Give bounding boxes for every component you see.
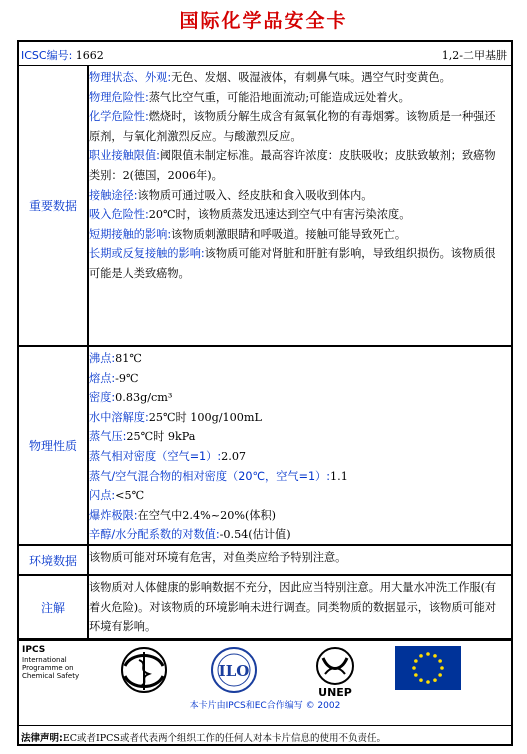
entry: 水中溶解度:25℃时 100g/100mL (89, 410, 262, 424)
important-data-section (19, 66, 511, 347)
legal-notice: 法律声明:EC或者IPCS或者代表两个组织工作的任何人对本卡片信息的使用不负责任。 (21, 733, 386, 744)
entry: 吸入危险性:20℃时，该物质蒸发迅速达到空气中有害污染浓度。 (89, 208, 411, 222)
safety-card (17, 40, 513, 746)
entry: 蒸气压:25℃时 9kPa (89, 430, 196, 444)
eu-star-icon (412, 666, 416, 670)
logos-row (19, 640, 511, 726)
eu-flag-icon (395, 646, 461, 690)
unep-logo-icon (309, 646, 361, 700)
entry: 密度:0.83g/cm³ (89, 391, 173, 405)
physical-properties-section (19, 347, 511, 546)
entry: 化学危险性:燃烧时，该物质分解生成含有氮氧化物的有毒烟雾。该物质是一种强还原剂，与氧化剂激烈反应。与酸激烈反应。 (89, 110, 496, 143)
eu-star-icon (438, 673, 442, 677)
important-data-body (89, 68, 505, 284)
entry: 爆炸极限:在空气中2.4%~20%(体积) (89, 508, 277, 522)
card-header (19, 42, 511, 66)
environment-body: 该物质可能对环境有危害，对鱼类应给予特别注意。 (89, 551, 347, 564)
section-label: 注解 (19, 576, 89, 638)
eu-star-icon (414, 659, 418, 663)
entry: 物理危险性:蒸气比空气重，可能沿地面流动;可能造成远处着火。 (89, 90, 410, 104)
entry: 蒸气相对密度（空气=1）:2.07 (89, 449, 247, 463)
eu-star-icon (426, 652, 430, 656)
credit-line: 本卡片由IPCS和EC合作编写 © 2002 (189, 701, 341, 711)
icsc-number: ICSC编号: 1662 (21, 49, 104, 62)
chemical-name: 1,2-二甲基肼 (441, 49, 507, 62)
eu-star-icon (433, 654, 437, 658)
page-title: 国际化学品安全卡 (179, 10, 348, 32)
entry: 熔点:-9℃ (89, 371, 139, 385)
svg-text:UNEP: UNEP (318, 686, 352, 699)
eu-star-icon (419, 678, 423, 682)
entry: 短期接触的影响:该物质刺激眼睛和呼吸道。接触可能导致死亡。 (89, 227, 407, 241)
eu-star-icon (426, 680, 430, 684)
eu-star-icon (433, 678, 437, 682)
eu-star-icon (440, 666, 444, 670)
eu-star-icon (438, 659, 442, 663)
environment-section (19, 546, 511, 576)
ipcs-block: IPCS International Programme on Chemical Safety (22, 645, 80, 680)
entry: 蒸气/空气混合物的相对密度（20℃，空气=1）:1.1 (89, 469, 348, 483)
notes-body: 该物质对人体健康的影响数据不充分，因此应当特别注意。用大量水冲洗工作服(有着火危险)。对该物质的环境影响未进行调查。同类物质的数据显示，该物质可能对环境有影响。 (89, 581, 497, 634)
entry: 闪点:<5℃ (89, 489, 145, 503)
who-logo-icon (117, 646, 171, 696)
section-label: 重要数据 (19, 66, 89, 345)
entry: 职业接触限值:阈限值未制定标准。最高容许浓度：皮肤吸收；皮肤致敏剂；致癌物类别：2(德国，2006年)。 (89, 149, 496, 182)
entry: 接触途径:该物质可通过吸入、经皮肤和食入吸收到体内。 (89, 188, 373, 202)
entry: 辛醇/水分配系数的对数值:-0.54(估计值) (89, 528, 291, 542)
section-label: 环境数据 (19, 546, 89, 574)
eu-star-icon (419, 654, 423, 658)
ilo-logo-icon (209, 646, 259, 696)
entry: 长期或反复接触的影响:该物质可能对肾脏和肝脏有影响，导致组织损伤。该物质很可能是人类致癌物。 (89, 247, 496, 280)
svg-text:ILO: ILO (218, 662, 250, 680)
physical-properties-body (89, 349, 505, 545)
eu-star-icon (414, 673, 418, 677)
entry: 物理状态、外观:无色、发烟、吸湿液体，有刺鼻气味。遇空气时变黄色。 (89, 71, 451, 84)
entry: 沸点:81℃ (89, 352, 142, 365)
section-label: 物理性质 (19, 347, 89, 544)
